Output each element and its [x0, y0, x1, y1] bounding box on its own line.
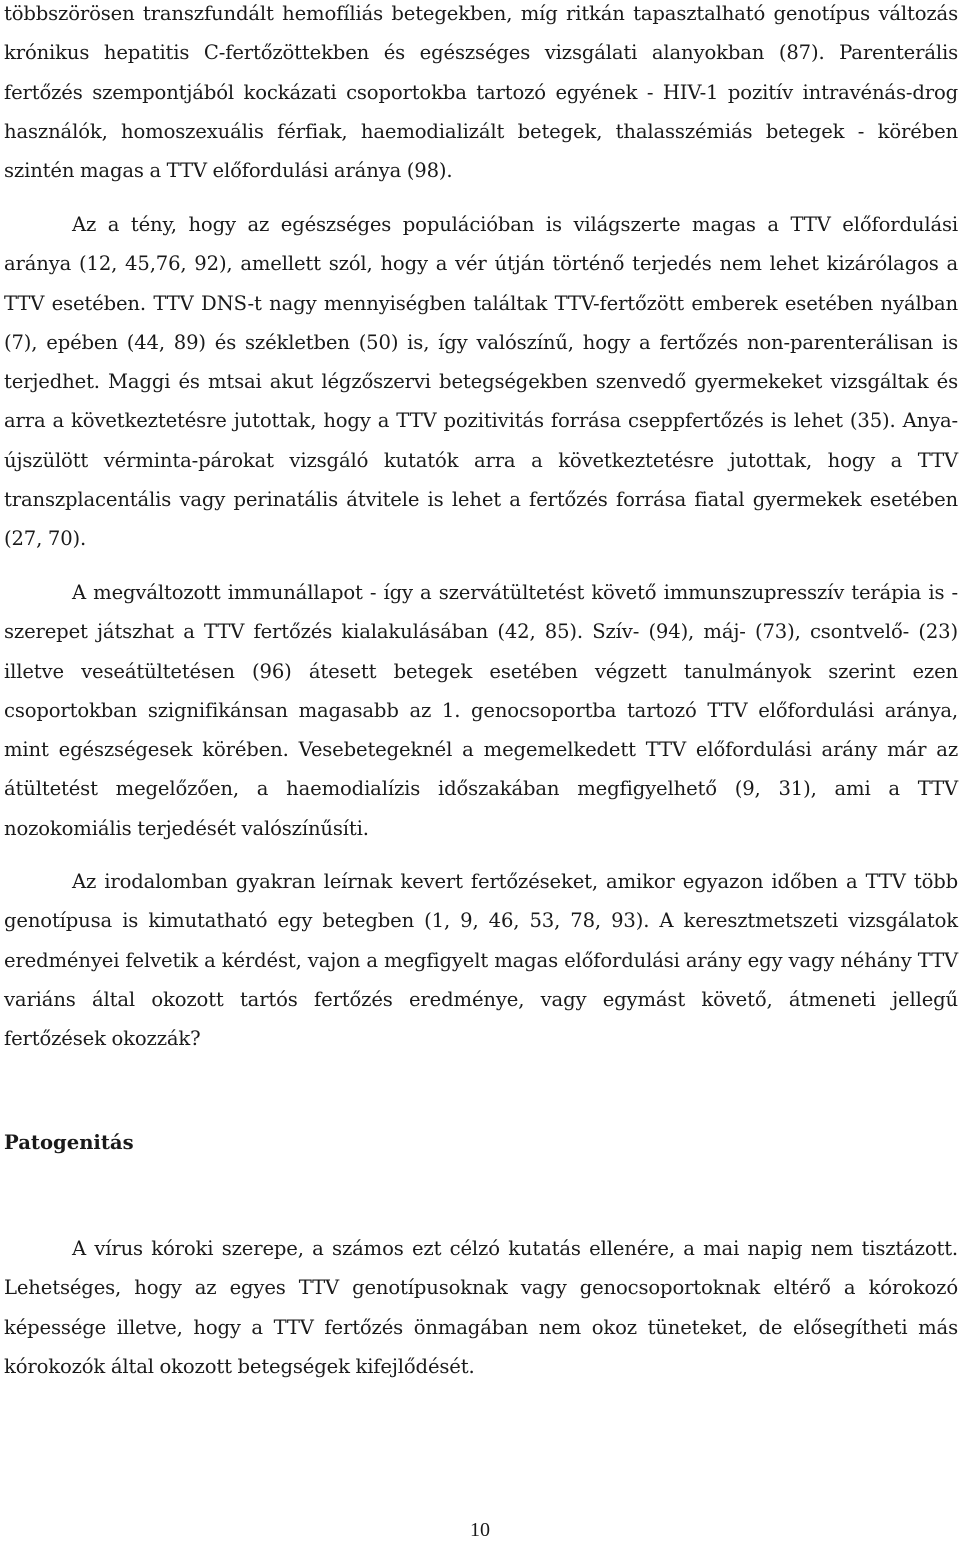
paragraph-immune-status: A megváltozott immunállapot - így a szervátültetést követő immunszupresszív terápia is - szerepet játszhat a TTV fertőzés kialakulásában (42, 85). Szív- (94), máj- (73), csontvelő- (23) illetve veseátültetésen (96) átesett betegek esetében végzett tanulmányok szerint ezen csoportokban szignifikánsan magasabb az 1. genocsoportba tartozó TTV előfordulási aránya, mint egészségesek körében. Vesebetegeknél a megemelkedett TTV előfordulási arány már az átültetést megelőzően, a haemodialízis időszakában megfigyelhető (9, 31), ami a TTV nozokomiális terjedését valószínűsíti. [4, 581, 958, 840]
page-number: 10 [470, 1519, 490, 1541]
paragraph-mixed-infections: Az irodalomban gyakran leírnak kevert fertőzéseket, amikor egyazon időben a TTV több genotípusa is kimutatható egy betegben (1, 9, 46, 53, 78, 93). A keresztmetszeti vizsgálatok eredményei felvetik a kérdést, vajon a megfigyelt magas előfordulási arány egy vagy néhány TTV variáns által okozott tartós fertőzés eredménye, vagy egymást követő, átmeneti jellegű fertőzések okozzák? [4, 870, 958, 1051]
paragraph-pathogenicity: A vírus kóroki szerepe, a számos ezt célzó kutatás ellenére, a mai napig nem tisztázott. Lehetséges, hogy az egyes TTV genotípusoknak vagy genocsoportoknak eltérő a kórokozó képessége illetve, hogy a TTV fertőzés önmagában nem okoz tüneteket, de elősegítheti más kórokozók által okozott betegségek kifejlődését. [4, 1237, 958, 1378]
paragraph-continuation: többszörösen transzfundált hemofíliás betegekben, míg ritkán tapasztalható genotípus változás krónikus hepatitis C-fertőzöttekben és egészséges vizsgálati alanyokban (87). Parenterális fertőzés szempontjából kockázati csoportokba tartozó egyének - HIV-1 pozitív intravénás-drog használók, homoszexuális férfiak, haemodializált betegek, thalasszémiás betegek - körében szintén magas a TTV előfordulási aránya (98). [4, 2, 958, 183]
paragraph-transmission: Az a tény, hogy az egészséges populációban is világszerte magas a TTV előfordulási aránya (12, 45,76, 92), amellett szól, hogy a vér útján történő terjedés nem lehet kizárólagos a TTV esetében. TTV DNS-t nagy mennyiségben találtak TTV-fertőzött emberek esetében nyálban (7), epében (44, 89) és székletben (50) is, így valószínű, hogy a fertőzés non-parenterálisan is terjedhet. Maggi és mtsai akut légzőszervi betegségekben szenvedő gyermekeket vizsgáltak és arra a következtetésre jutottak, hogy a TTV pozitivitás forrása cseppfertőzés is lehet (35). Anya-újszülött vérminta-párokat vizsgáló kutatók arra a következtetésre jutottak, hogy a TTV transzplacentális vagy perinatális átvitele is lehet a fertőzés forrása fiatal gyermekek esetében (27, 70). [4, 213, 958, 551]
section-heading: Patogenitás [4, 1131, 134, 1154]
